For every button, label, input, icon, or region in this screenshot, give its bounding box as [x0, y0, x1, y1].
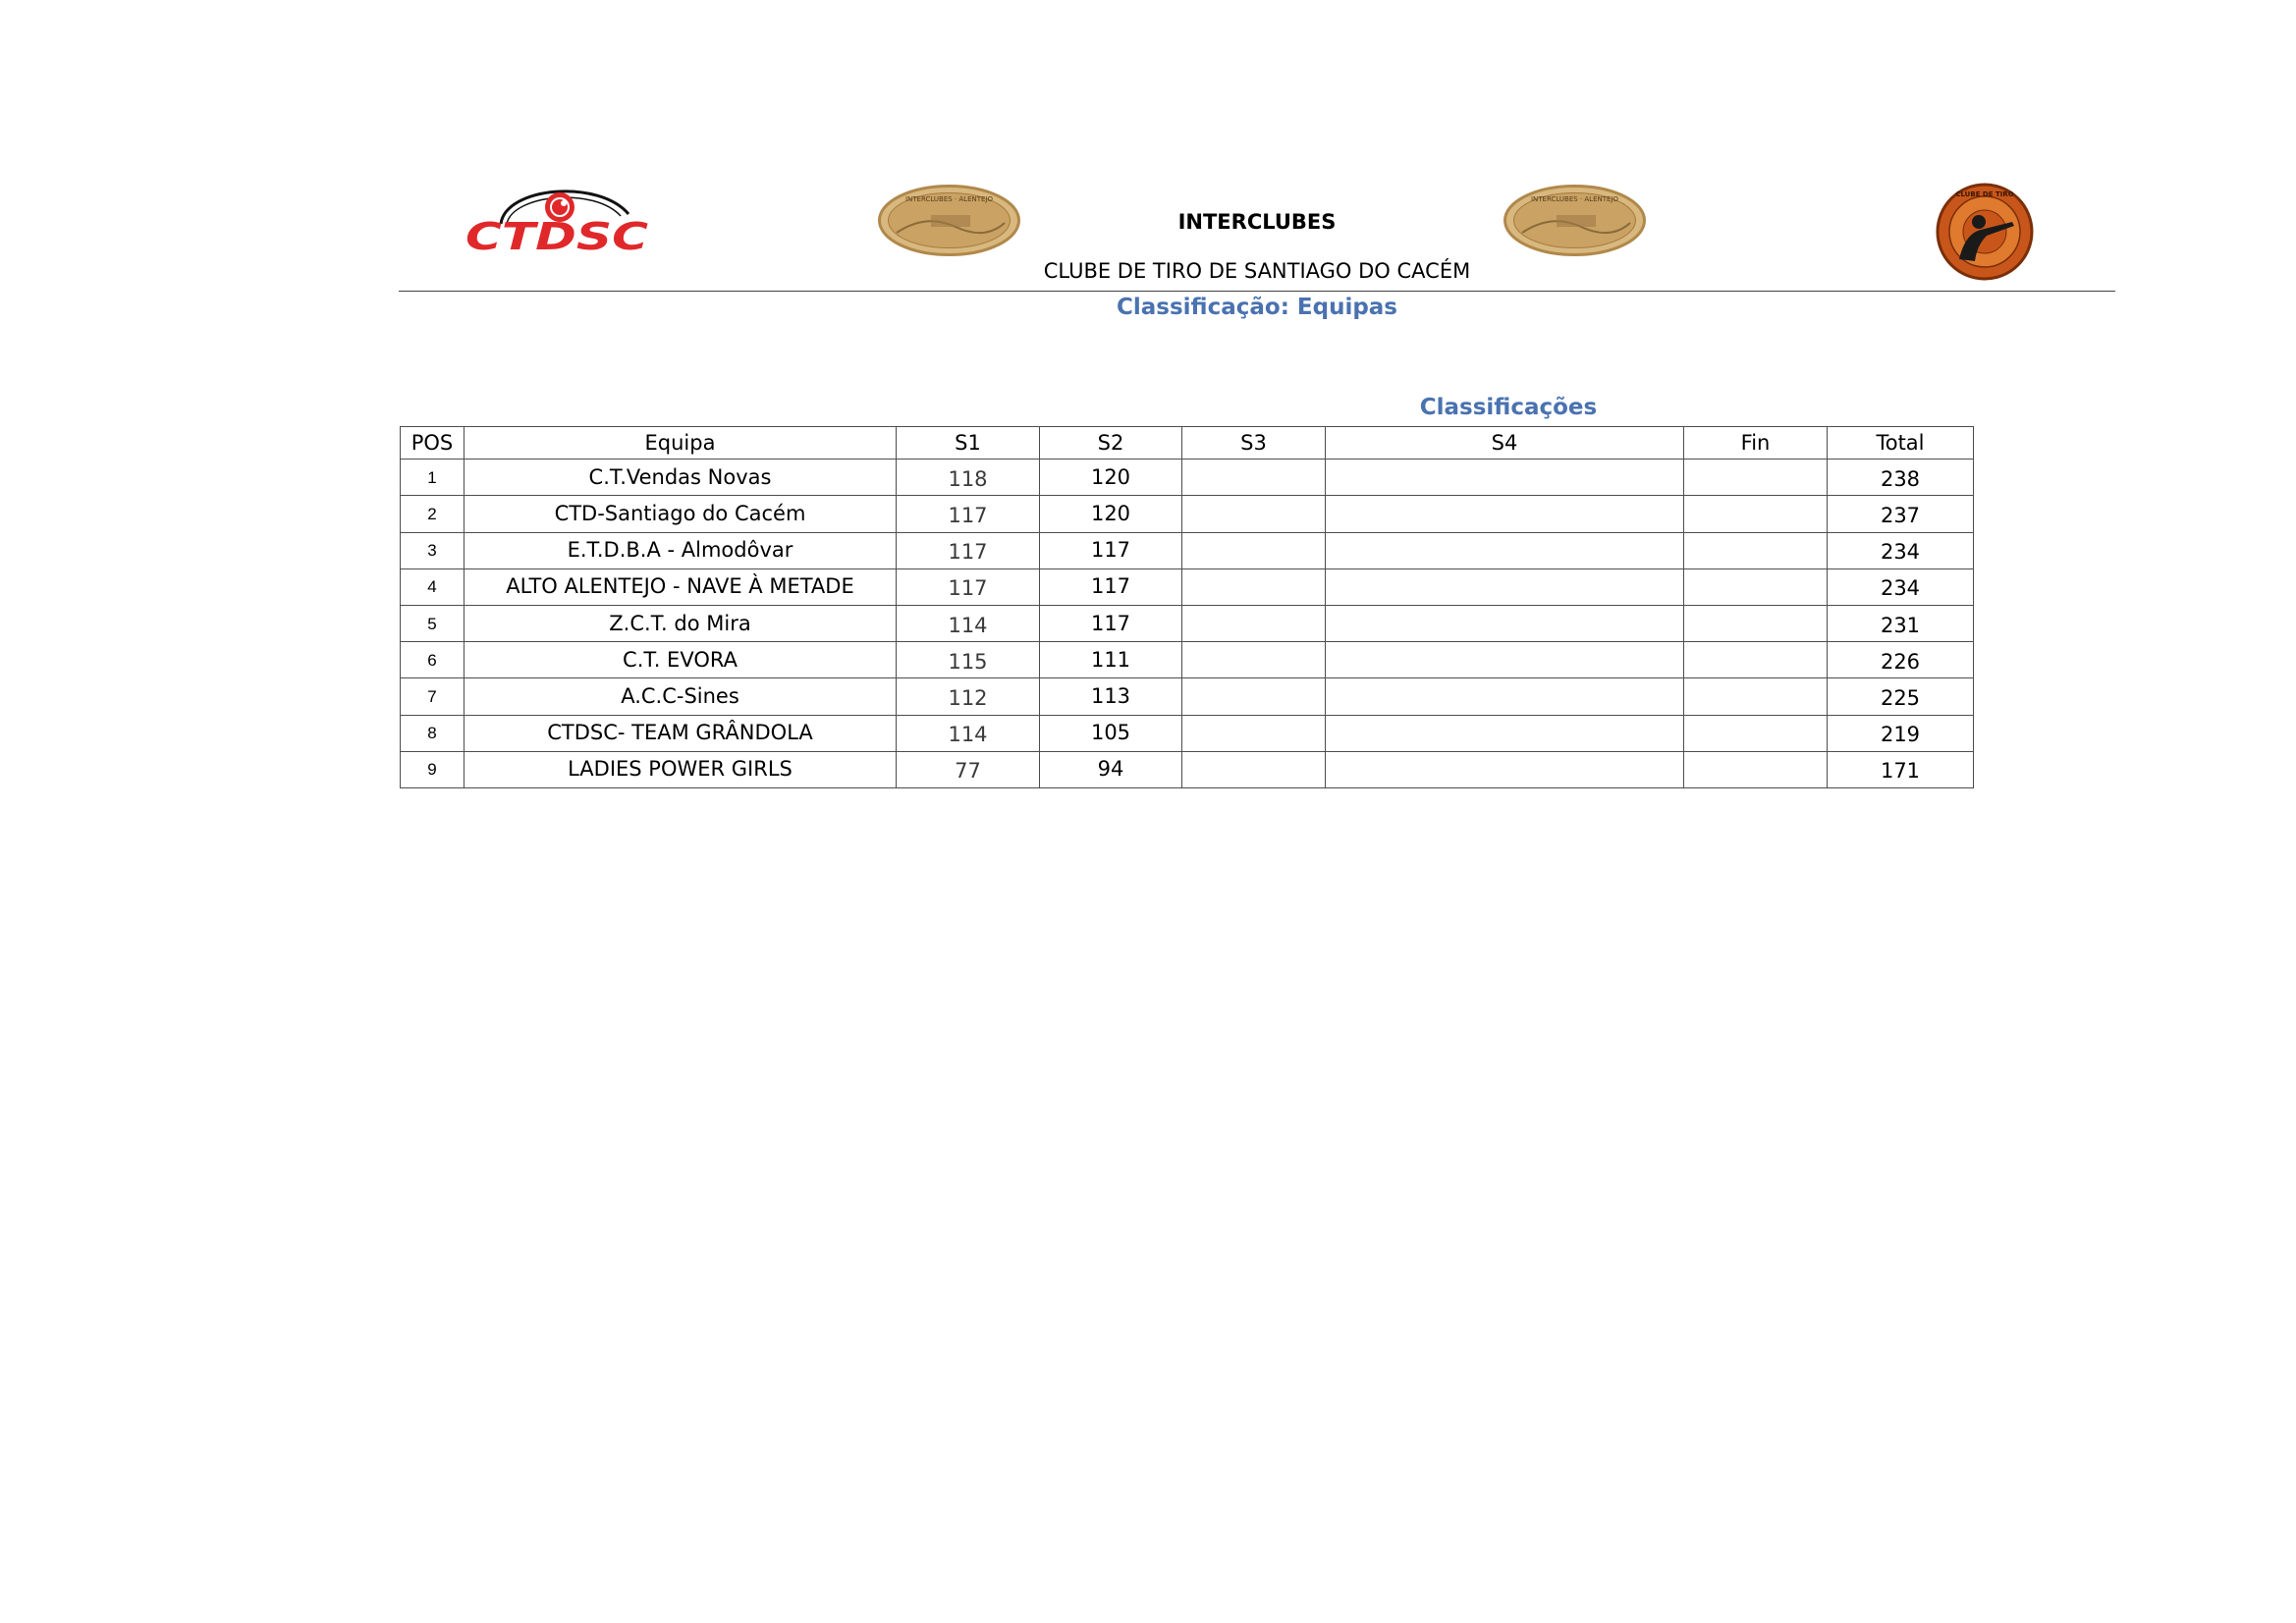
cell-s2: 117 — [1040, 532, 1182, 568]
cell-s3 — [1182, 496, 1326, 532]
column-header-total: Total — [1828, 427, 1974, 460]
cell-pos: 2 — [401, 496, 465, 532]
column-header-equipa: Equipa — [465, 427, 897, 460]
cell-s4 — [1326, 678, 1684, 715]
cell-s1: 114 — [897, 715, 1040, 751]
cell-s3 — [1182, 751, 1326, 787]
cell-total: 226 — [1828, 642, 1974, 678]
cell-s3 — [1182, 460, 1326, 496]
cell-s3 — [1182, 678, 1326, 715]
cell-s2: 105 — [1040, 715, 1182, 751]
cell-total: 225 — [1828, 678, 1974, 715]
cell-team: C.T.Vendas Novas — [465, 460, 897, 496]
column-header-s3: S3 — [1182, 427, 1326, 460]
table-row — [401, 605, 1974, 641]
table-group-title: Classificações — [1419, 395, 1598, 420]
cell-s3 — [1182, 568, 1326, 605]
cell-fin — [1684, 715, 1828, 751]
cell-fin — [1684, 568, 1828, 605]
cell-fin — [1684, 496, 1828, 532]
cell-s4 — [1326, 751, 1684, 787]
cell-total: 234 — [1828, 532, 1974, 568]
page-subtitle: Classificação: Equipas — [1116, 295, 1398, 320]
cell-s2: 120 — [1040, 460, 1182, 496]
table-row — [401, 751, 1974, 787]
cell-s1: 117 — [897, 496, 1040, 532]
ctdsc-logo-text: CTDSC — [465, 215, 649, 255]
cell-s1: 115 — [897, 642, 1040, 678]
cell-team: LADIES POWER GIRLS — [465, 751, 897, 787]
cell-s1: 112 — [897, 678, 1040, 715]
cell-s3 — [1182, 532, 1326, 568]
cell-fin — [1684, 678, 1828, 715]
cell-s2: 120 — [1040, 496, 1182, 532]
club-name: CLUBE DE TIRO DE SANTIAGO DO CACÉM — [1043, 259, 1471, 283]
clube-de-tiro-badge — [1930, 183, 2040, 281]
cell-s2: 111 — [1040, 642, 1182, 678]
cell-total: 238 — [1828, 460, 1974, 496]
cell-s4 — [1326, 532, 1684, 568]
alentejo-logo-text-2: INTERCLUBES · ALENTEJO — [1530, 195, 1619, 203]
table-row — [401, 532, 1974, 568]
cell-total: 231 — [1828, 605, 1974, 641]
cell-s3 — [1182, 642, 1326, 678]
ctdsc-logo — [462, 175, 653, 255]
cell-s4 — [1326, 460, 1684, 496]
cell-total: 234 — [1828, 568, 1974, 605]
cell-s4 — [1326, 496, 1684, 532]
cell-s3 — [1182, 715, 1326, 751]
cell-s1: 118 — [897, 460, 1040, 496]
cell-pos: 8 — [401, 715, 465, 751]
cell-s1: 117 — [897, 532, 1040, 568]
cell-s2: 94 — [1040, 751, 1182, 787]
cell-team: A.C.C-Sines — [465, 678, 897, 715]
cell-team: Z.C.T. do Mira — [465, 605, 897, 641]
column-header-s1: S1 — [897, 427, 1040, 460]
cell-fin — [1684, 642, 1828, 678]
column-header-s2: S2 — [1040, 427, 1182, 460]
cell-pos: 1 — [401, 460, 465, 496]
cell-pos: 4 — [401, 568, 465, 605]
cell-s1: 114 — [897, 605, 1040, 641]
results-table — [400, 426, 1974, 788]
cell-s4 — [1326, 642, 1684, 678]
cell-pos: 3 — [401, 532, 465, 568]
cell-pos: 5 — [401, 605, 465, 641]
header-divider — [399, 291, 2115, 292]
table-row — [401, 496, 1974, 532]
cell-total: 219 — [1828, 715, 1974, 751]
cell-total: 171 — [1828, 751, 1974, 787]
cell-fin — [1684, 751, 1828, 787]
cell-pos: 9 — [401, 751, 465, 787]
table-row — [401, 715, 1974, 751]
cell-pos: 6 — [401, 642, 465, 678]
cell-s4 — [1326, 715, 1684, 751]
cell-fin — [1684, 605, 1828, 641]
page-title: INTERCLUBES — [1177, 210, 1337, 234]
cell-team: CTD-Santiago do Cacém — [465, 496, 897, 532]
cell-s1: 77 — [897, 751, 1040, 787]
cell-s2: 117 — [1040, 568, 1182, 605]
alentejo-logo-text: INTERCLUBES · ALENTEJO — [904, 195, 994, 203]
tiro-badge-text: CLUBE DE TIRO — [1955, 190, 2014, 198]
cell-s2: 113 — [1040, 678, 1182, 715]
cell-team: CTDSC- TEAM GRÂNDOLA — [465, 715, 897, 751]
cell-pos: 7 — [401, 678, 465, 715]
cell-s4 — [1326, 605, 1684, 641]
cell-team: E.T.D.B.A - Almodôvar — [465, 532, 897, 568]
column-header-fin: Fin — [1684, 427, 1828, 460]
cell-team: C.T. EVORA — [465, 642, 897, 678]
cell-s3 — [1182, 605, 1326, 641]
cell-fin — [1684, 460, 1828, 496]
cell-s2: 117 — [1040, 605, 1182, 641]
cell-fin — [1684, 532, 1828, 568]
column-header-s4: S4 — [1326, 427, 1684, 460]
cell-total: 237 — [1828, 496, 1974, 532]
cell-s4 — [1326, 568, 1684, 605]
cell-s1: 117 — [897, 568, 1040, 605]
table-row — [401, 568, 1974, 605]
table-header-row — [401, 427, 1974, 460]
column-header-pos: POS — [401, 427, 465, 460]
table-row — [401, 678, 1974, 715]
table-row — [401, 460, 1974, 496]
table-row — [401, 642, 1974, 678]
cell-team: ALTO ALENTEJO - NAVE À METADE — [465, 568, 897, 605]
